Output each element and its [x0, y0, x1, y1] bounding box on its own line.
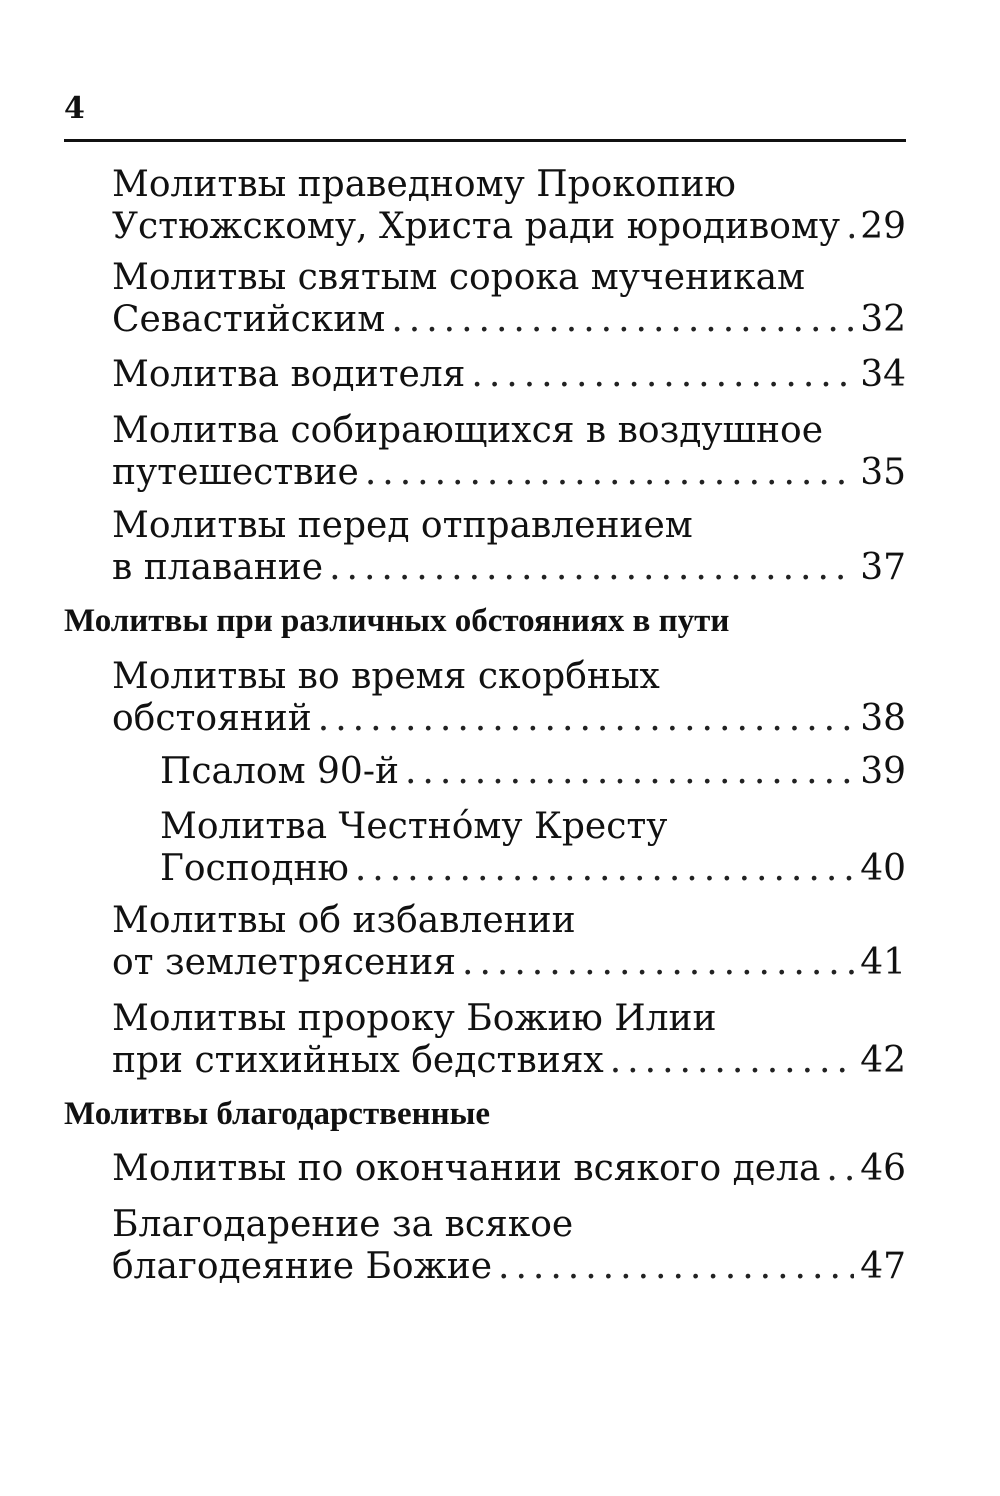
dot-leader	[840, 206, 854, 248]
toc-page-number: 41	[860, 942, 906, 983]
toc-page-number: 46	[860, 1148, 906, 1189]
toc-entry-title-cont: при стихийных бедствиях	[112, 1040, 604, 1081]
toc-entry-driver[interactable]	[112, 354, 906, 396]
toc-entry-title: Молитвы святым сорока мученикам	[112, 257, 806, 298]
toc-page-number: 32	[860, 299, 906, 340]
toc-entry-title-cont: путешествие	[112, 452, 359, 493]
toc-page-number: 34	[860, 354, 906, 395]
toc-page-number: 42	[860, 1040, 906, 1081]
toc-entry-title-cont: Севастийским	[112, 299, 386, 340]
toc-entry-title: Молитва водителя	[112, 354, 466, 395]
dot-leader	[820, 1148, 854, 1190]
toc-page-number: 39	[860, 751, 906, 792]
toc-section-heading[interactable]: Молитвы при различных обстояниях в пути	[64, 603, 730, 639]
dot-leader	[312, 698, 854, 740]
toc-entry-thanksgiving[interactable]	[112, 1204, 906, 1288]
toc-entry-sailing[interactable]	[112, 505, 906, 589]
dot-leader	[492, 1246, 854, 1288]
toc-page-number: 35	[860, 452, 906, 493]
toc-page-number: 40	[860, 848, 906, 889]
dot-leader	[604, 1040, 854, 1082]
toc-entry-title-cont: от землетрясения	[112, 942, 456, 983]
toc-entry-forty-martyrs[interactable]	[112, 257, 906, 341]
dot-leader	[323, 547, 854, 589]
toc-entry-title: Благодарение за всякое	[112, 1204, 574, 1245]
toc-entry-title-cont: Господню	[160, 848, 349, 889]
dot-leader	[349, 848, 854, 890]
toc-entry-title-cont: Устюжскому, Христа ради юродивому	[112, 206, 841, 247]
toc-entry-title-cont: обстояний	[112, 698, 312, 739]
toc-entry-title: Псалом 90-й	[160, 751, 399, 792]
toc-entry-title: Молитва Честно́му Кресту	[160, 806, 668, 847]
toc-entry-holy-cross[interactable]	[160, 806, 906, 890]
dot-leader	[385, 299, 854, 341]
toc-entry-sorrowful[interactable]	[112, 656, 906, 740]
toc-entry-title-cont: благодеяние Божие	[112, 1246, 493, 1287]
toc-entry-title: Молитва собирающихся в воздушное	[112, 410, 823, 451]
toc-entry-title-cont: в плавание	[112, 547, 324, 588]
toc-entry-title: Молитвы праведному Прокопию	[112, 164, 736, 205]
toc-entry-earthquake[interactable]	[112, 900, 906, 984]
toc-section-heading[interactable]: Молитвы благодарственные	[64, 1096, 491, 1132]
toc-entry-title: Молитвы по окончании всякого дела	[112, 1148, 821, 1189]
toc-entry-title: Молитвы во время скорбных	[112, 656, 660, 697]
page-number: 4	[64, 91, 85, 126]
dot-leader	[399, 751, 854, 793]
toc-entry-title: Молитвы пророку Божию Илии	[112, 998, 717, 1039]
toc-page-number: 47	[860, 1246, 906, 1287]
dot-leader	[465, 354, 854, 396]
dot-leader	[456, 942, 854, 984]
toc-entry-prokopiy[interactable]	[112, 164, 906, 248]
toc-entry-title: Молитвы об избавлении	[112, 900, 576, 941]
toc-page-number: 38	[860, 698, 906, 739]
header-rule	[64, 139, 906, 142]
toc-entry-prophet-elijah[interactable]	[112, 998, 906, 1082]
toc-entry-psalm-90[interactable]	[160, 751, 906, 793]
dot-leader	[359, 452, 854, 494]
toc-entry-air-travel[interactable]	[112, 410, 906, 494]
toc-entry-title: Молитвы перед отправлением	[112, 505, 693, 546]
toc-entry-after-work[interactable]	[112, 1148, 906, 1190]
toc-page-number: 37	[860, 547, 906, 588]
toc-page-number: 29	[860, 206, 906, 247]
